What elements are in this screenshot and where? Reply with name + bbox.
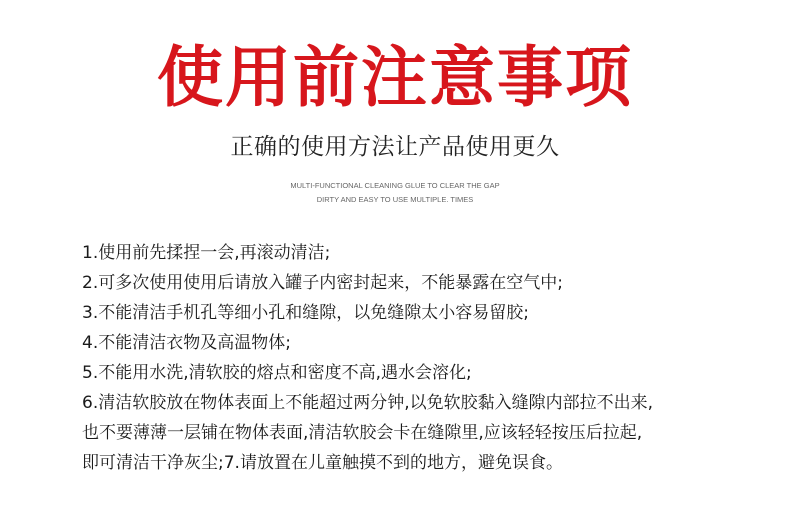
page-subtitle: 正确的使用方法让产品使用更久 [230,134,560,160]
usage-note: 3.不能清洁手机孔等细小孔和缝隙，以免缝隙太小容易留胶; [82,303,529,323]
english-tagline-line-2: DIRTY AND EASY TO USE MULTIPLE. TIMES [316,195,474,204]
usage-note: 即可清洁干净灰尘;7.请放置在儿童触摸不到的地方，避免误食。 [82,453,563,473]
usage-note: 2.可多次使用使用后请放入罐子内密封起来，不能暴露在空气中; [82,273,563,293]
usage-notes-list [82,238,762,478]
usage-note: 5.不能用水洗,清软胶的熔点和密度不高,遇水会溶化; [82,363,472,383]
page-title: 使用前注意事项 [157,39,633,116]
usage-note: 也不要薄薄一层铺在物体表面,清洁软胶会卡在缝隙里,应该轻轻按压后拉起, [82,423,643,443]
english-tagline-line-1: MULTI-FUNCTIONAL CLEANING GLUE TO CLEAR THE GAP [290,181,500,190]
usage-note: 6.清洁软胶放在物体表面上不能超过两分钟,以免软胶黏入缝隙内部拉不出来, [82,393,654,413]
usage-note: 1.使用前先揉捏一会,再滚动清洁; [82,243,331,263]
usage-note: 4.不能清洁衣物及高温物体; [82,333,291,353]
